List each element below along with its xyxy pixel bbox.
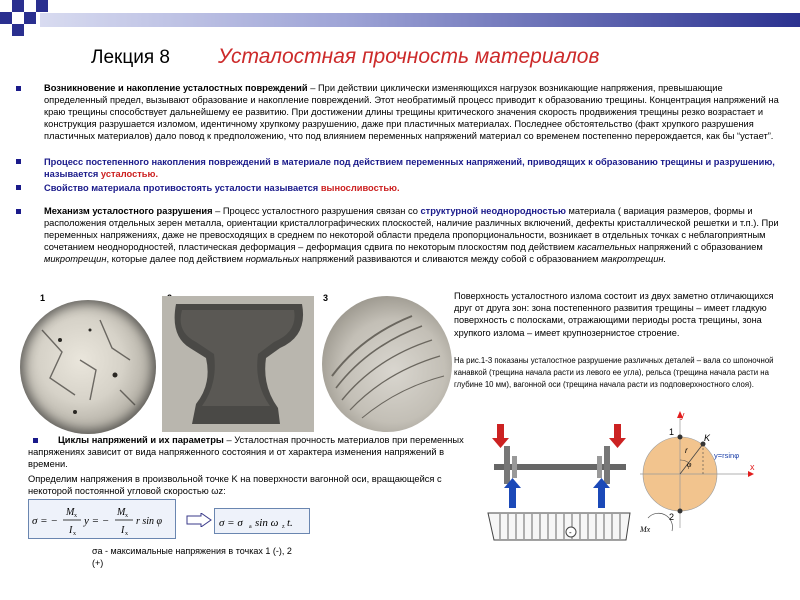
support-arrow-icon — [504, 478, 610, 508]
point-label-2: 2 — [669, 512, 675, 522]
paragraph-cycles-point: Определим напряжения в произвольной точке K на поверхности вагонной оси, вращающейся с некоторой постоянной угловой скоростью ωz: — [28, 474, 442, 497]
sigma-a-note: σa - максимальные напряжения в точках 1 (-), 2 (+) — [92, 546, 292, 568]
fracture-photo-axle — [322, 296, 452, 432]
definition-text: Процесс постепенного накопления повреждений в материале под действием переменных напряжений, приводящих к образованию трещины и разрушению, называется — [44, 157, 775, 180]
y-relation-label: y=rsinφ — [714, 451, 740, 460]
photo-number: 1 — [40, 293, 46, 303]
svg-text:a: a — [249, 524, 252, 530]
paragraph-lead: Механизм усталостного разрушения — [44, 206, 213, 216]
paragraph-endurance-definition — [44, 182, 784, 194]
formula-sine — [214, 508, 310, 534]
svg-text:I: I — [69, 525, 73, 536]
bullet-icon — [16, 86, 21, 91]
italic-term: микротрещин — [44, 254, 107, 265]
svg-text:σ = −: σ = − — [32, 515, 58, 527]
highlight-term: структурной неоднородностью — [420, 206, 566, 216]
svg-text:x: x — [74, 513, 77, 519]
paragraph-lead: Циклы напряжений и их параметры — [58, 435, 224, 445]
axis-label-y: y — [680, 410, 685, 420]
svg-text:y = −: y = − — [84, 515, 110, 527]
italic-term: макротрещин. — [601, 254, 667, 265]
paragraph-cycles — [28, 434, 480, 470]
bullet-icon — [16, 185, 21, 190]
fracture-photo-rail-frame — [162, 296, 314, 432]
radius-label: r — [685, 446, 688, 455]
definition-term: усталостью. — [100, 169, 159, 180]
sign-minus: - — [569, 528, 572, 537]
svg-text:I: I — [121, 525, 125, 536]
svg-text:sin ω: sin ω — [255, 517, 279, 529]
svg-text:r sin φ: r sin φ — [136, 516, 163, 527]
svg-text:x: x — [125, 531, 128, 537]
paragraph-body: – При действии циклически изменяющихся нагрузок возникающие напряжения, превышающие определенный предел, вызывают образование и накопление повреждений. Этот необратимый процесс приводит к образованию трещины. Концентрация напряжений на краю трещины способствует дальнейшему ее развитию. При достижении длины трещины критического значения скорость продвижения трещины резко возрастает и конструкция разрушается изломом, идентичному хрупкому разрушению, даже при пластичных материалах. Последнее обстоятельство (факт хрупкого разрушения пластичных материалов) дало повод к предположению, что под влиянием переменных напряжений материал со временем постепенно перерождается, как бы “устает”. — [44, 83, 779, 142]
definition-text: Свойство материала противостоять усталости называется — [44, 183, 321, 193]
formula-stress — [28, 499, 176, 539]
moment-label: Mx — [640, 525, 651, 534]
text-run: – Усталостная прочность материалов при переменных напряжениях зависит от вида напряженного состояния и от характера изменения напряжений в времени. — [28, 435, 464, 470]
text-run: материала ( вариация размеров, формы и расположения отдельных зерен металла, ориентации кристаллографических плоскостей, наличие различных включений, дефекты кристаллической решетки и т.п.). При переменных напряжениях, даже не превосходящих в среднем по некоторой области предела пропорциональности, возникает в отдельных точках с неблагоприятным сочетанием неоднородностей, пластическая деформация – деформация сдвига по некоторым плоскостям под действием — [44, 206, 779, 253]
point-label-k: K — [704, 433, 711, 443]
svg-text:x: x — [125, 513, 128, 519]
text-run: – Процесс усталостного разрушения связан со — [212, 206, 421, 216]
svg-text:σ = σ: σ = σ — [219, 517, 243, 529]
paragraph-damage — [44, 82, 784, 142]
italic-term: нормальных — [245, 254, 300, 265]
svg-text:M: M — [117, 507, 126, 518]
svg-text:x: x — [73, 531, 76, 537]
bullet-icon — [16, 209, 21, 214]
axle-diagram — [484, 418, 636, 543]
bullet-icon — [16, 159, 21, 164]
fracture-photo-rail — [162, 296, 314, 432]
photo-caption-note: На рис.1-3 показаны усталостное разрушение различных деталей – вала со шпоночной канавкой (трещина начала расти из левого ее угла), рельса (трещина начала расти на глубине 10 мм), вагонной оси (трещина начала расти из подповерхностного слоя). — [454, 356, 774, 390]
lecture-number: Лекция 8 — [91, 47, 170, 68]
load-arrow-icon — [492, 424, 626, 448]
photo-number: 3 — [323, 293, 329, 303]
paragraph-fatigue-definition — [44, 156, 784, 180]
svg-text:z: z — [282, 524, 285, 530]
arrow-right-icon — [186, 513, 212, 527]
svg-text:M: M — [66, 507, 75, 518]
paragraph-mechanism — [44, 205, 784, 265]
cross-section-diagram — [640, 408, 800, 548]
photo-caption: Поверхность усталостного излома состоит из двух заметно отличающихся друг от друга зон: зона постепенного развития трещины – имеет гладкую поверхность с полосками, отражающими периоды роста трещины, зона хрупкого излома – имеет крупнозернистое строение. — [454, 291, 774, 338]
axis-label-x: x — [750, 462, 755, 472]
header-gradient-bar — [40, 13, 800, 27]
italic-term: касательных — [577, 242, 637, 253]
text-run: напряжений развиваются и сливаются между собой с образованием — [299, 254, 602, 265]
svg-text:t.: t. — [287, 517, 293, 529]
text-run: , которые далее под действием — [106, 254, 246, 265]
text-run: напряжений с образованием — [636, 242, 763, 253]
paragraph-lead: Возникновение и накопление усталостных повреждений — [44, 83, 308, 93]
page-title: Усталостная прочность материалов — [218, 45, 600, 68]
angle-label: φ — [687, 460, 692, 469]
fracture-photo-shaft — [20, 300, 156, 434]
definition-term: выносливостью. — [320, 183, 400, 193]
point-label-1: 1 — [669, 427, 675, 437]
